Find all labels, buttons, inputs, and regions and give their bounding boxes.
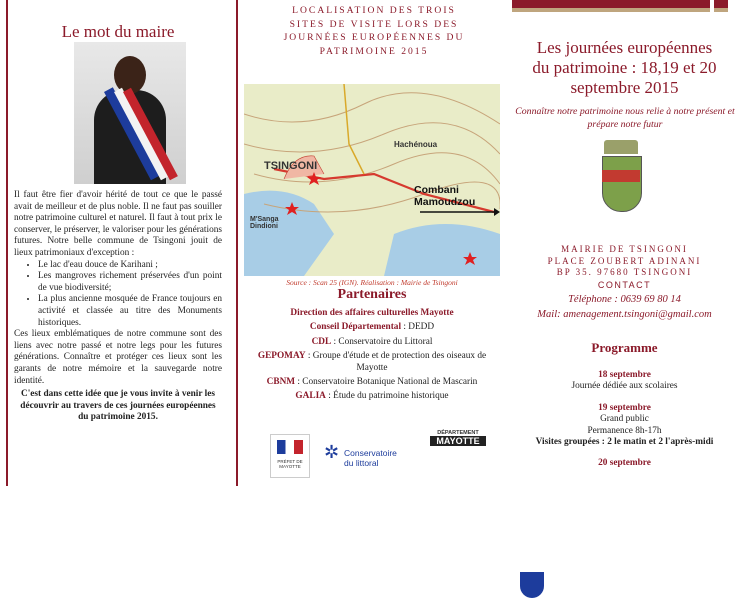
title-line: PATRIMOINE 2015 (319, 45, 429, 57)
locations-title (244, 4, 504, 58)
programme-line: Journée dédiée aux scolaires (571, 381, 678, 392)
mayor-invite: C'est dans cette idée que je vous invite à venir les découvrir au travers de ces journées européennes du patrimoine 2015. (20, 389, 216, 423)
event-title (508, 38, 741, 98)
address-line: MAIRIE DE TSINGONI (561, 244, 688, 254)
contact-mail: Mail: amenagement.tsingoni@gmail.com (537, 309, 712, 320)
mayor-photo (74, 42, 186, 184)
top-bar-accent (714, 8, 728, 12)
tsingoni-crest-icon (598, 140, 644, 214)
programme-list (508, 370, 741, 480)
event-subtitle: Connaître notre patrimoine nous relie à notre présent et prépare notre futur (515, 106, 735, 130)
mayor-paragraph-2: Ces lieux emblématiques de notre commune sont des liens avec notre passé et notre legs pour les futures générations. Connaître et protéger ces lieux sont les garants de notre mémoire et la sauvegarde notre identité. (14, 329, 222, 386)
address-line: PLACE ZOUBERT ADINANI (547, 255, 702, 266)
list-item: • Les mangroves richement préservées d'un point de vue biodiversité; (38, 271, 222, 294)
site-map (244, 84, 500, 276)
partner-row: GALIA : Étude du patrimoine historique (295, 391, 449, 402)
littoral-emblem-icon: ✲ (324, 442, 340, 462)
contact-title: CONTACT (597, 280, 652, 290)
top-bar-accent (512, 8, 710, 12)
map-source: Source : Scan 25 (IGN). Réalisation : Mairie de Tsingoni (286, 278, 458, 287)
destination-line: Combani (414, 184, 459, 196)
contact-block (508, 292, 741, 322)
programme-line: Permanence 8h-17h (587, 425, 662, 436)
programme-date: 20 septembre (598, 458, 651, 469)
mayor-panel (14, 0, 222, 486)
programme-day (508, 403, 741, 449)
programme-line: Grand public (600, 414, 649, 425)
heritage-list (14, 260, 222, 330)
title-line: septembre 2015 (570, 78, 679, 97)
destination-line: Mamoudzou (414, 196, 476, 208)
cover-panel (508, 0, 741, 486)
programme-date: 19 septembre (598, 402, 651, 413)
title-line: SITES DE VISITE LORS DES (289, 18, 459, 30)
left-divider (6, 0, 8, 486)
title-line: du patrimoine : 18,19 et 20 (532, 58, 717, 77)
contact-phone: Téléphone : 0639 69 80 14 (568, 294, 681, 305)
partner-row: Direction des affaires culturelles Mayotte (290, 308, 454, 318)
partners-list (244, 308, 500, 406)
title-line: Les journées européennes (536, 38, 713, 57)
prefecture-logo: PRÉFET DE MAYOTTE (270, 434, 310, 478)
partner-row: CBNM : Conservatoire Botanique National de Mascarin (266, 377, 478, 388)
programme-date: 18 septembre (598, 370, 651, 380)
map-graphic (244, 84, 500, 276)
mayor-paragraph-1: Il faut être fier d'avoir hérité de tout ce que le passé avait de meilleur et de plus noble. Il ne faut pas souiller notre patrimoine culturel et naturel. Il faut à tout prix le conserver, le préserver, le valoriser pour les générations futures. Notre belle commune de Tsingoni jouit de lieux patrimoniaux d'exception : (14, 190, 222, 258)
partners-title: Partenaires (337, 287, 407, 302)
top-bar (714, 0, 728, 8)
top-bar (512, 0, 710, 8)
map-label-tsingoni: TSINGONI (264, 160, 318, 172)
partner-row: CDL : Conservatoire du Littoral (311, 336, 433, 347)
address-line: BP 35. 97680 TSINGONI (556, 267, 693, 277)
french-flag-icon (277, 440, 303, 454)
programme-day (508, 370, 741, 393)
middle-divider (236, 0, 238, 486)
map-destination (414, 184, 475, 208)
programme-day (508, 458, 741, 469)
partner-row: GEPOMAY : Groupe d'étude et de protection des oiseaux de Mayotte (257, 351, 487, 373)
list-item: • Le lac d'eau douce de Karihani ; (38, 260, 222, 272)
title-line: LOCALISATION DES TROIS (292, 5, 456, 16)
conservatoire-logo: ✲ Conservatoire du littoral (324, 442, 397, 468)
departement-crest-icon (520, 572, 544, 598)
mayor-title: Le mot du maire (61, 22, 175, 41)
departement-logo: DÉPARTEMENT MAYOTTE (430, 430, 486, 486)
title-line: JOURNÉES EUROPÉENNES DU (283, 32, 465, 43)
locations-panel (244, 0, 504, 486)
map-label-hachenoua: Hachénoua (394, 140, 438, 149)
mayor-text (14, 190, 222, 424)
map-label-msanga: M'Sanga Dindioni (250, 216, 279, 230)
address-block (508, 244, 741, 279)
programme-visits: Visites groupées : 2 le matin et 2 l'après-midi (535, 437, 714, 448)
partner-logos (264, 430, 500, 486)
partner-row: Conseil Départemental : DEDD (309, 322, 435, 333)
list-item: • La plus ancienne mosquée de France toujours en activité et classée au titre des Monuments historiques. (38, 294, 222, 329)
programme-title: Programme (591, 340, 658, 355)
